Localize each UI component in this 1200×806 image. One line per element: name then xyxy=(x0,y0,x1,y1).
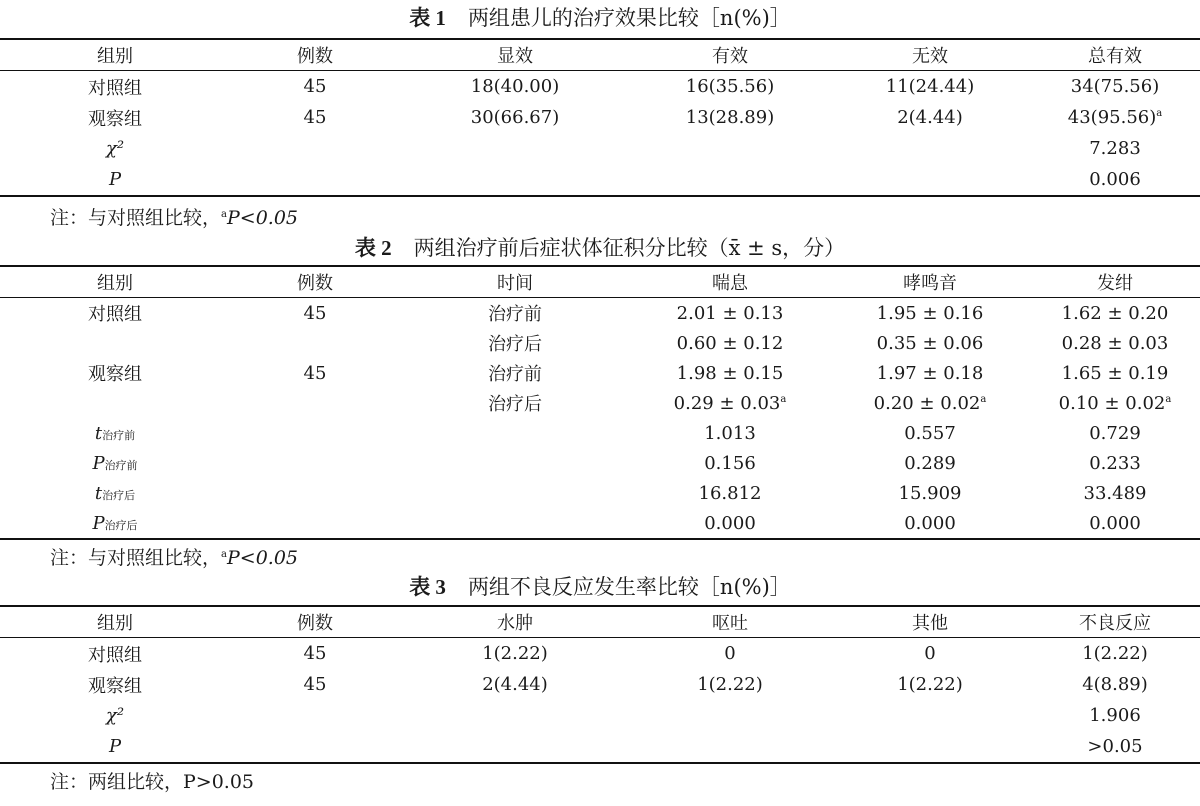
table-cell xyxy=(630,731,830,763)
table-cell: 治疗前 xyxy=(488,304,542,325)
table-cell xyxy=(230,478,400,508)
note-prefix: 注：与对照组比较， xyxy=(50,547,222,569)
table-row xyxy=(0,508,1200,539)
table-cell xyxy=(230,164,400,196)
table-header: 例数 xyxy=(297,46,333,67)
table2-header-row xyxy=(0,266,1200,298)
table-cell: 45 xyxy=(303,643,327,664)
table3-caption: 两组不良反应发生率比较［n(%)］ xyxy=(467,575,791,599)
table-cell: 2(4.44) xyxy=(482,674,548,695)
table-cell xyxy=(230,133,400,164)
table-row xyxy=(0,358,1200,388)
table-cell xyxy=(400,478,630,508)
table-cell xyxy=(630,700,830,731)
stat-symbol: t xyxy=(94,482,103,504)
stat-subscript: 治疗前 xyxy=(104,458,138,472)
table-cell xyxy=(400,448,630,478)
significance-mark: a xyxy=(1156,108,1163,119)
table-cell xyxy=(630,388,830,418)
table-cell: 1(2.22) xyxy=(482,643,548,664)
table2 xyxy=(0,265,1200,540)
stat-symbol: P xyxy=(92,452,105,474)
table-cell: 观察组 xyxy=(88,108,142,130)
table-cell: 观察组 xyxy=(88,364,142,385)
table-row xyxy=(0,731,1200,763)
table-cell: 1.013 xyxy=(704,422,756,444)
table-row xyxy=(0,478,1200,508)
chi-square-label: χ² xyxy=(105,138,125,159)
table-cell: 45 xyxy=(303,362,327,384)
table-cell: 0.729 xyxy=(1089,422,1141,444)
table-cell xyxy=(230,700,400,731)
table-cell xyxy=(0,328,230,358)
table-cell: 15.909 xyxy=(898,482,962,504)
table-row xyxy=(0,388,1200,418)
table-cell xyxy=(830,700,1030,731)
table-row xyxy=(0,71,1200,103)
note-rest: P<0.05 xyxy=(226,547,298,569)
table-cell: 治疗后 xyxy=(488,394,542,415)
table-cell: 45 xyxy=(303,302,327,324)
table-cell: 对照组 xyxy=(88,644,142,666)
table-cell: 1.98 ± 0.15 xyxy=(676,362,784,384)
stat-subscript: 治疗前 xyxy=(102,428,136,442)
table-row xyxy=(0,638,1200,670)
table-cell xyxy=(830,388,1030,418)
table-cell: 1.97 ± 0.18 xyxy=(876,362,984,384)
table-cell: 16.812 xyxy=(698,482,762,504)
table-cell: >0.05 xyxy=(1087,736,1143,757)
table-cell xyxy=(400,164,630,196)
table-cell: 30(66.67) xyxy=(470,107,560,128)
table-row xyxy=(0,669,1200,700)
stat-symbol: t xyxy=(94,422,103,444)
table-header: 组别 xyxy=(97,613,133,634)
note-rest: P<0.05 xyxy=(226,207,298,229)
table-cell xyxy=(630,133,830,164)
table-header: 时间 xyxy=(497,273,533,294)
table-header: 其他 xyxy=(912,613,948,634)
table-cell: 18(40.00) xyxy=(470,76,560,97)
table-cell xyxy=(830,731,1030,763)
note-sup: a xyxy=(221,209,227,220)
table-cell: 0.000 xyxy=(904,512,956,534)
table-cell: 16(35.56) xyxy=(685,76,775,97)
table3-title xyxy=(0,572,1200,602)
table-cell xyxy=(830,133,1030,164)
table-row xyxy=(0,102,1200,133)
table-row xyxy=(0,133,1200,164)
table-cell: 0.35 ± 0.06 xyxy=(876,332,984,354)
table-cell: 1.906 xyxy=(1089,705,1141,726)
table-header: 显效 xyxy=(497,46,533,67)
table-cell: 1(2.22) xyxy=(1082,643,1148,664)
table-cell xyxy=(230,328,400,358)
table-header: 哮鸣音 xyxy=(903,273,957,294)
table-cell xyxy=(630,164,830,196)
table-cell: 1.95 ± 0.16 xyxy=(876,302,984,324)
chi-square-label: χ² xyxy=(105,705,125,726)
table-cell xyxy=(1030,102,1200,133)
table1-header-row xyxy=(0,39,1200,71)
table-cell: 1.65 ± 0.19 xyxy=(1061,362,1169,384)
table-header: 发绀 xyxy=(1097,273,1133,294)
table1-note xyxy=(50,203,298,230)
stat-symbol: P xyxy=(92,512,105,534)
table-row xyxy=(0,448,1200,478)
cell-value: 0.10 ± 0.02 xyxy=(1058,392,1166,414)
table-header: 例数 xyxy=(297,613,333,634)
table1-label: 表 1 xyxy=(409,6,446,30)
table-row xyxy=(0,328,1200,358)
table-cell xyxy=(230,731,400,763)
table-header: 呕吐 xyxy=(712,613,748,634)
table-cell: 对照组 xyxy=(88,77,142,99)
table-cell xyxy=(830,164,1030,196)
table-cell: 33.489 xyxy=(1083,482,1147,504)
table-cell: 4(8.89) xyxy=(1082,674,1148,695)
table-cell: 0 xyxy=(724,643,736,664)
cell-value: 0.29 ± 0.03 xyxy=(673,392,781,414)
table-cell: 1(2.22) xyxy=(697,674,763,695)
table-row xyxy=(0,700,1200,731)
table-cell: 0.006 xyxy=(1089,169,1141,190)
table2-label: 表 2 xyxy=(354,236,392,260)
table-row xyxy=(0,298,1200,329)
table-cell: 0.233 xyxy=(1089,452,1141,474)
table-cell xyxy=(400,508,630,539)
table-row xyxy=(0,418,1200,448)
table-cell xyxy=(400,418,630,448)
stat-subscript: 治疗后 xyxy=(104,518,138,532)
table-cell: 0.289 xyxy=(904,452,956,474)
table3-label: 表 3 xyxy=(409,575,446,599)
table-cell: 治疗后 xyxy=(488,334,542,355)
stat-subscript: 治疗后 xyxy=(102,488,136,502)
table-row xyxy=(0,164,1200,196)
stat-label xyxy=(0,508,230,539)
stat-label xyxy=(0,448,230,478)
table3-note: 注：两组比较，P>0.05 xyxy=(50,771,255,793)
significance-mark: a xyxy=(780,393,787,405)
table-cell: 45 xyxy=(303,76,327,97)
note-prefix: 注：与对照组比较， xyxy=(50,207,222,229)
table-cell: 34(75.56) xyxy=(1070,76,1160,97)
table-header: 总有效 xyxy=(1088,46,1142,67)
table2-caption: 两组治疗前后症状体征积分比较（x̄ ± s，分） xyxy=(413,236,846,260)
significance-mark: a xyxy=(980,393,987,405)
table-header: 组别 xyxy=(97,46,133,67)
table-cell: 0.000 xyxy=(1089,512,1141,534)
table-cell: 0.28 ± 0.03 xyxy=(1061,332,1169,354)
table-cell: 2.01 ± 0.13 xyxy=(676,302,784,324)
stat-label xyxy=(0,418,230,448)
table-cell: 对照组 xyxy=(88,304,142,325)
cell-value: 43(95.56) xyxy=(1067,107,1157,128)
table-cell: 2(4.44) xyxy=(897,107,963,128)
p-label: P xyxy=(108,169,122,190)
table-header: 无效 xyxy=(912,46,948,67)
table-cell xyxy=(400,700,630,731)
table-cell: 1(2.22) xyxy=(897,674,963,695)
table-cell xyxy=(0,388,230,418)
table-cell: 0 xyxy=(924,643,936,664)
table-cell: 13(28.89) xyxy=(685,107,775,128)
table2-title xyxy=(0,233,1200,263)
table-cell: 0.156 xyxy=(704,452,756,474)
table-header: 不良反应 xyxy=(1079,613,1151,634)
table-cell: 观察组 xyxy=(88,675,142,697)
table-cell: 45 xyxy=(303,674,327,695)
table-cell xyxy=(230,418,400,448)
table-header: 有效 xyxy=(712,46,748,67)
significance-mark: a xyxy=(1165,393,1172,405)
table3-header-row xyxy=(0,606,1200,638)
table1-title xyxy=(0,3,1200,33)
table-cell xyxy=(1030,388,1200,418)
note-sup: a xyxy=(221,549,227,560)
table1 xyxy=(0,38,1200,197)
table-cell xyxy=(230,448,400,478)
table-header: 例数 xyxy=(297,273,333,294)
table2-note xyxy=(50,543,298,570)
table3 xyxy=(0,605,1200,764)
table-header: 组别 xyxy=(97,273,133,294)
table-cell: 11(24.44) xyxy=(885,76,975,97)
p-label: P xyxy=(108,736,122,757)
table-cell xyxy=(230,388,400,418)
table-cell: 7.283 xyxy=(1089,138,1141,159)
table-cell: 1.62 ± 0.20 xyxy=(1061,302,1169,324)
table-header: 喘息 xyxy=(712,273,748,294)
table-cell: 45 xyxy=(303,107,327,128)
table-cell: 治疗前 xyxy=(488,364,542,385)
table-cell xyxy=(230,508,400,539)
table1-caption: 两组患儿的治疗效果比较［n(%)］ xyxy=(467,6,791,30)
table-cell: 0.000 xyxy=(704,512,756,534)
table-cell xyxy=(400,731,630,763)
table-cell: 0.60 ± 0.12 xyxy=(676,332,784,354)
cell-value: 0.20 ± 0.02 xyxy=(873,392,981,414)
table-cell: 0.557 xyxy=(904,422,956,444)
stat-label xyxy=(0,478,230,508)
table-cell xyxy=(400,133,630,164)
table-header: 水肿 xyxy=(497,613,533,634)
